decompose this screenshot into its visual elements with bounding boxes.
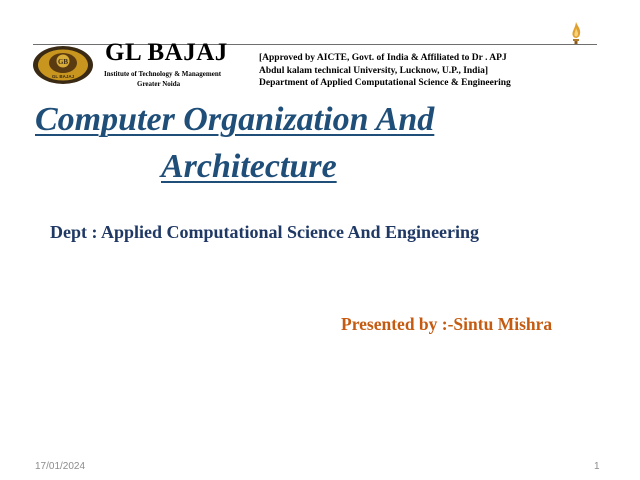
logo-text: GL BAJAJ [51,74,75,79]
presenter-line: Presented by :-Sintu Mishra [341,314,553,334]
slide-title-line-2: Architecture [161,148,337,185]
institute-crest-icon [33,45,97,85]
footer-page-number: 1 [594,461,600,472]
institute-location: Greater Noida [137,80,181,88]
institute-subtitle: Institute of Technology & Management [104,70,222,78]
approval-line-2: Abdul kalam technical University, Lucknow, U.P., India] [259,66,489,76]
department-line: Dept : Applied Computational Science And Engineering [50,222,480,242]
footer-date: 17/01/2024 [35,461,86,472]
slide-title-line-1: Computer Organization And [35,101,435,138]
flame-icon [568,21,584,45]
approval-line-1: [Approved by AICTE, Govt. of India & Affiliated to Dr . APJ [259,53,507,63]
institute-name: GL BAJAJ [105,39,228,66]
institute-banner [33,39,603,93]
svg-text:GB: GB [57,58,69,66]
approval-line-3: Department of Applied Computational Science & Engineering [259,78,511,88]
